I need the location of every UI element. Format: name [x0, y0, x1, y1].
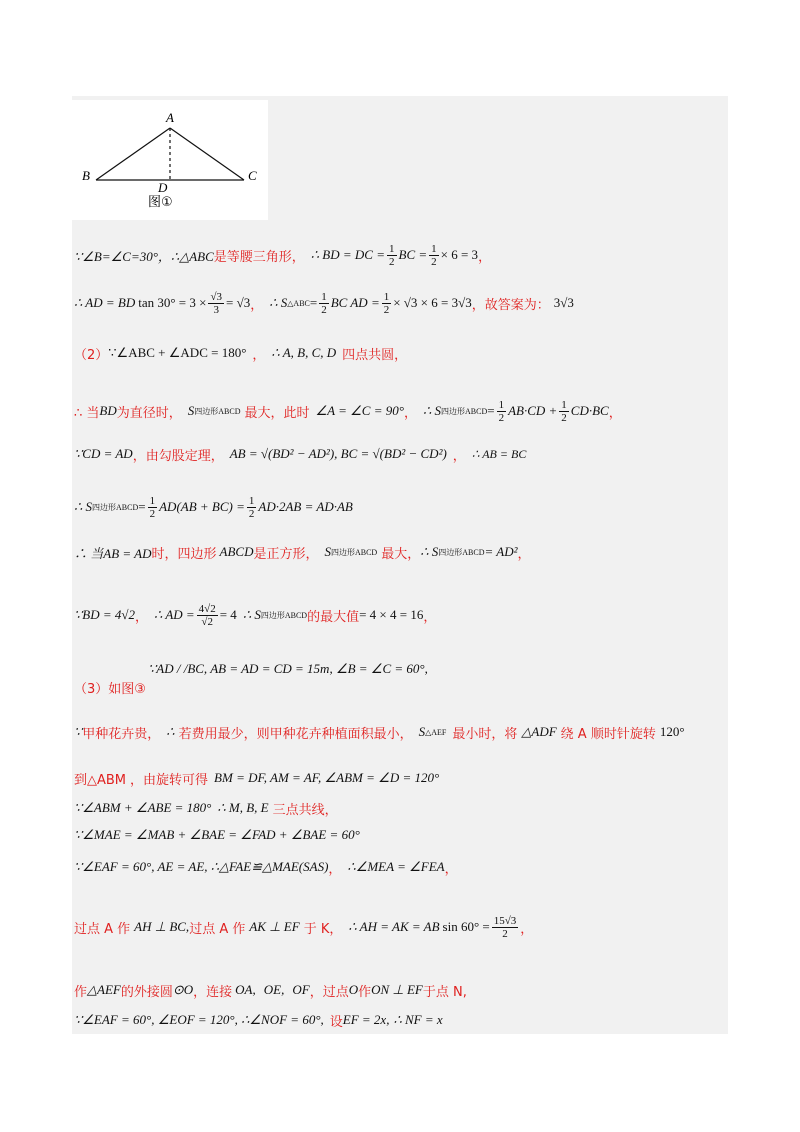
label-D: D — [158, 180, 168, 195]
fraction: $\frac{1}{2}$ — [383, 290, 390, 316]
text: ∵∠EAF = 60°, AE = AE, ∴△FAE≌△MAE(SAS) — [74, 859, 329, 874]
solution-line-2 — [74, 290, 574, 316]
fraction: $\frac{1}{2}$ — [498, 398, 505, 424]
text: × 6 = 3 — [440, 247, 479, 262]
solution-line-6 — [74, 494, 353, 520]
text: ∴ S — [269, 295, 288, 310]
figure-1 — [72, 100, 268, 220]
text: 作 — [74, 984, 88, 1000]
text: × √3 × 6 = 3√3 — [393, 295, 472, 310]
text: ， — [478, 249, 492, 265]
text: ∴ S — [242, 607, 261, 622]
solution-line-1 — [74, 243, 491, 267]
text: ∴ S — [420, 544, 439, 559]
subscript: △ABC — [287, 298, 310, 308]
solution-line-5 — [74, 444, 526, 464]
subscript: 四边形ABCD — [260, 610, 308, 620]
text: ⊙O — [172, 982, 194, 997]
fraction: $\frac{1}{2}$ — [321, 290, 327, 316]
text: OE, — [263, 982, 285, 997]
text: ∴ AD = BD — [74, 295, 136, 310]
text: △ADF — [521, 724, 557, 739]
solution-line-11 — [74, 768, 439, 788]
text: ∴ M, B, E — [217, 800, 269, 815]
fraction: $\frac{1}{2}$ — [561, 398, 567, 424]
text: ∴ S — [422, 403, 441, 418]
subscript: 四边形ABCD — [441, 406, 488, 416]
text: ∵AD / /BC, AB = AD = CD = 15m, ∠B = ∠C = 60°, — [148, 661, 428, 676]
text: tan 30° = 3 × — [138, 295, 207, 310]
text: ∵∠ABM + ∠ABE = 180° — [74, 800, 212, 815]
text: ∵∠ABC + ∠ADC = 180° — [108, 345, 247, 360]
solution-line-8 — [74, 598, 436, 632]
text: AD = — [350, 295, 380, 310]
text: = — [487, 403, 495, 418]
label-A: A — [166, 110, 174, 125]
fraction: $\frac{1}{2}$ — [389, 242, 395, 268]
text: S — [187, 403, 195, 418]
text: ， — [517, 546, 531, 562]
text: = √3 — [226, 295, 251, 310]
text: ， — [520, 921, 534, 937]
text: ∴ BD = DC = — [310, 247, 385, 262]
solution-line-17 — [74, 1010, 443, 1030]
solution-line-14 — [74, 856, 458, 878]
subscript: △AEF — [425, 727, 447, 737]
text: 甲种花卉贵， — [82, 726, 161, 742]
solution-line-16 — [74, 980, 467, 1000]
text: ， — [608, 405, 622, 421]
fraction: $\frac{1}{2}$ — [149, 494, 156, 520]
label-C: C — [248, 168, 257, 183]
text: ∵BD = 4√2 — [74, 607, 136, 622]
part-label: （3）如图③ — [74, 681, 146, 697]
solution-line-3 — [74, 343, 407, 363]
text: ON ⊥ EF — [371, 982, 423, 997]
text: = — [138, 499, 146, 514]
text: BC = — [398, 247, 428, 262]
text: ∴ S — [74, 499, 93, 514]
text: = 4 — [219, 607, 237, 622]
part-label: （2） — [74, 347, 109, 363]
solution-line-10 — [74, 718, 685, 746]
fraction: $\frac{4√2}{√2}$ — [198, 602, 216, 628]
subscript: 四边形ABCD — [330, 547, 378, 557]
text: OF — [292, 982, 310, 997]
fraction: $\frac{1}{2}$ — [248, 494, 255, 520]
text: OA, — [235, 982, 256, 997]
text: 过点 A 作 — [74, 921, 131, 937]
content-panel — [72, 96, 728, 1034]
text: ， — [423, 609, 437, 625]
text: 为直径时， — [116, 405, 182, 421]
fraction: $\frac{15√3}{2}$ — [493, 914, 517, 940]
text: ，由旋转可得 — [130, 772, 209, 788]
text: 最大， — [381, 546, 421, 562]
text: ， — [328, 861, 342, 877]
subscript: 四边形ABCD — [194, 406, 241, 416]
text: ， — [135, 609, 149, 625]
text: ， — [252, 347, 266, 363]
text: 到△ABM — [74, 772, 127, 788]
label-B: B — [82, 168, 90, 183]
text: ∵∠EAF = 60°, ∠EOF = 120°, ∴∠NOF = 60°, — [74, 1012, 324, 1027]
text: ABCD — [219, 544, 254, 559]
solution-line-12 — [74, 798, 338, 818]
text: = — [309, 295, 318, 310]
text: S — [324, 544, 331, 559]
solution-line-7 — [74, 542, 531, 562]
subscript: 四边形ABCD — [92, 502, 139, 512]
text: O — [348, 982, 359, 997]
text: ∴ A, B, C, D — [271, 345, 337, 360]
triangle-diagram — [72, 100, 268, 220]
text: 是正方形， — [253, 546, 319, 562]
text: = 4 × 4 = 16 — [359, 607, 424, 622]
text: AD·2AB = AD·AB — [258, 499, 353, 514]
solution-line-9b — [74, 678, 146, 696]
answer: 3√3 — [553, 295, 574, 310]
text: AK ⊥ EF — [249, 919, 300, 934]
text: CD·BC — [570, 403, 609, 418]
text: ∴ 当 — [74, 405, 100, 421]
text: ∵∠MAE = ∠MAB + ∠BAE = ∠FAD + ∠BAE = 60° — [74, 827, 360, 842]
figure-caption: 图① — [148, 195, 173, 210]
text: 的外接圆 — [120, 984, 173, 1000]
text: ∴ AB = BC — [471, 446, 527, 461]
text: ∴ — [166, 724, 175, 739]
text: S — [418, 724, 426, 739]
text: ， — [444, 861, 458, 877]
text: ， — [403, 405, 417, 421]
text: ∵CD = AD — [74, 446, 133, 461]
fraction: $\frac{1}{2}$ — [431, 242, 437, 268]
text: ，由勾股定理， — [132, 448, 224, 464]
text: ∴ AD = — [154, 607, 195, 622]
text: ∴ NF = x — [393, 1012, 443, 1027]
text: ∴ AH = AK = AB — [348, 919, 440, 934]
text: ，连接 — [193, 984, 233, 1000]
text: 过点 A 作 — [189, 921, 246, 937]
text: ∴ 当AB = AD — [74, 545, 152, 561]
text: 作 — [358, 984, 372, 1000]
text: 120° — [659, 724, 685, 739]
text: ， — [250, 297, 264, 313]
text: BC — [330, 295, 348, 310]
text: 最小时，将 — [452, 726, 518, 742]
text: △AEF — [87, 982, 121, 997]
text: ∵∠B=∠C=30°，∴△ABC — [74, 248, 214, 264]
text: 最大，此时 — [244, 405, 310, 421]
solution-line-4 — [74, 398, 622, 424]
solution-line-15 — [74, 910, 533, 944]
solution-line-13 — [74, 826, 360, 844]
text: AB = √(BD² − AD²), BC = √(BD² − CD²) — [229, 446, 447, 461]
text: ∵ — [74, 724, 83, 739]
text: BM = DF, AM = AF, ∠ABM = ∠D = 120° — [214, 770, 440, 785]
text: AH ⊥ BC, — [134, 919, 190, 934]
text: 时，四边形 — [151, 546, 217, 562]
text: ，过点 — [309, 984, 349, 1000]
text: ∠A = ∠C = 90° — [315, 403, 404, 418]
text: 四点共圆， — [342, 347, 408, 363]
text: BD — [99, 403, 117, 418]
text: 设 — [329, 1014, 343, 1030]
subscript: 四边形ABCD — [438, 547, 485, 557]
fraction: $\frac{√3}{3}$ — [210, 290, 223, 316]
text: EF = 2x, — [342, 1012, 390, 1027]
text: 三点共线， — [272, 802, 338, 818]
text: AD(AB + BC) = — [159, 499, 245, 514]
text: sin 60° = — [442, 919, 490, 934]
text: 是等腰三角形， — [213, 249, 305, 265]
text: AB·CD + — [508, 403, 558, 418]
solution-line-9a — [148, 660, 428, 678]
text: 绕 A 顺时针旋转 — [560, 726, 656, 742]
text: ， — [452, 448, 466, 464]
text: ∴∠MEA = ∠FEA — [347, 859, 445, 874]
text: 若费用最少，则甲种花卉种植面积最小， — [178, 726, 413, 742]
text: 的最大值 — [307, 609, 360, 625]
text: = AD² — [484, 544, 518, 559]
text: 于 K， — [303, 921, 343, 937]
text: 于点 N, — [422, 984, 467, 1000]
text: ，故答案为： — [471, 297, 550, 313]
